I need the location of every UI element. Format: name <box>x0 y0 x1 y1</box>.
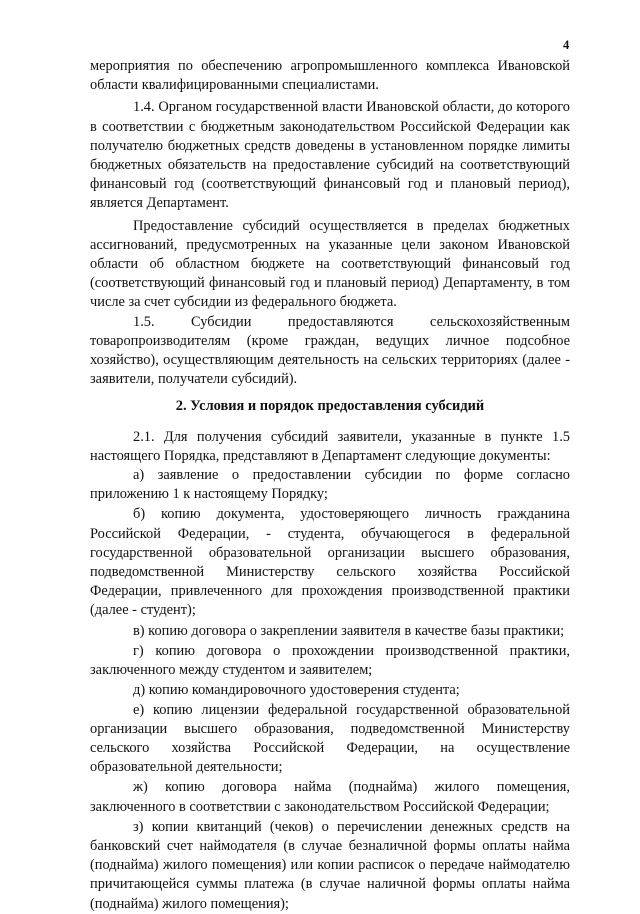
list-item-z: з) копии квитанций (чеков) о перечислении денежных средств на банковский счет наймодателя (в случае безналичной формы оплаты найма (поднайма) жилого помещения) или копии расписок о передаче наймодателю причитающейся суммы платежа (в случае наличной формы оплаты найма (поднайма) жилого помещения); <box>90 818 570 912</box>
list-item-e: е) копию лицензии федеральной государственной образовательной организации высшего образования, подведомственной Министерству сельского хозяйства Российской Федерации, на осуществление образовательной деятельности; <box>90 701 570 776</box>
paragraph-1-5: 1.5. Субсидии предоставляются сельскохозяйственным товаропроизводителям (кроме граждан, ведущих личное подсобное хозяйство), осуществляющим деятельность на сельских территориях (далее - заявители, получатели субсидий). <box>90 313 570 388</box>
paragraph-continuation: мероприятия по обеспечению агропромышленного комплекса Ивановской области квалифицированными специалистами. <box>90 58 570 94</box>
paragraph-subsidy-provision: Предоставление субсидий осуществляется в пределах бюджетных ассигнований, предусмотренных на указанные цели законом Ивановской области об областном бюджете на соответствующий финансовый год (соответствующий финансовый год и плановый период) Департаменту, в том числе за счет субсидии из федерального бюджета. <box>90 217 570 311</box>
list-item-b: б) копию документа, удостоверяющего личность гражданина Российской Федерации, - студента, обучающегося в федеральной государственной образовательной организации высшего образования, подведомственной Министерству сельского хозяйства Российской Федерации, привлеченного для прохождения производственной практики (далее - студент); <box>90 506 570 619</box>
paragraph-2-1: 2.1. Для получения субсидий заявители, указанные в пункте 1.5 настоящего Порядка, представляют в Департамент следующие документы: <box>90 428 570 464</box>
paragraph-1-4: 1.4. Органом государственной власти Ивановской области, до которого в соответствии с бюджетным законодательством Российской Федерации как получателю бюджетных средств доведены в установленном порядке лимиты бюджетных обязательств на предоставление субсидий на соответствующий финансовый год (соответствующий финансовый год и плановый период), является Департамент. <box>90 99 570 212</box>
section-heading: 2. Условия и порядок предоставления субсидий <box>175 398 485 415</box>
list-item-a: а) заявление о предоставлении субсидии по форме согласно приложению 1 к настоящему Порядку; <box>90 467 570 503</box>
list-item-g: г) копию договора о прохождении производственной практики, заключенного между студентом и заявителем; <box>90 642 570 679</box>
list-item-d: д) копию командировочного удостоверения студента; <box>133 682 460 699</box>
list-item-zh: ж) копию договора найма (поднайма) жилого помещения, заключенного в соответствии с законодательством Российской Федерации; <box>90 779 570 815</box>
page-number: 4 <box>563 38 570 52</box>
list-item-v: в) копию договора о закреплении заявителя в качестве базы практики; <box>133 622 565 639</box>
document-body <box>90 57 570 914</box>
